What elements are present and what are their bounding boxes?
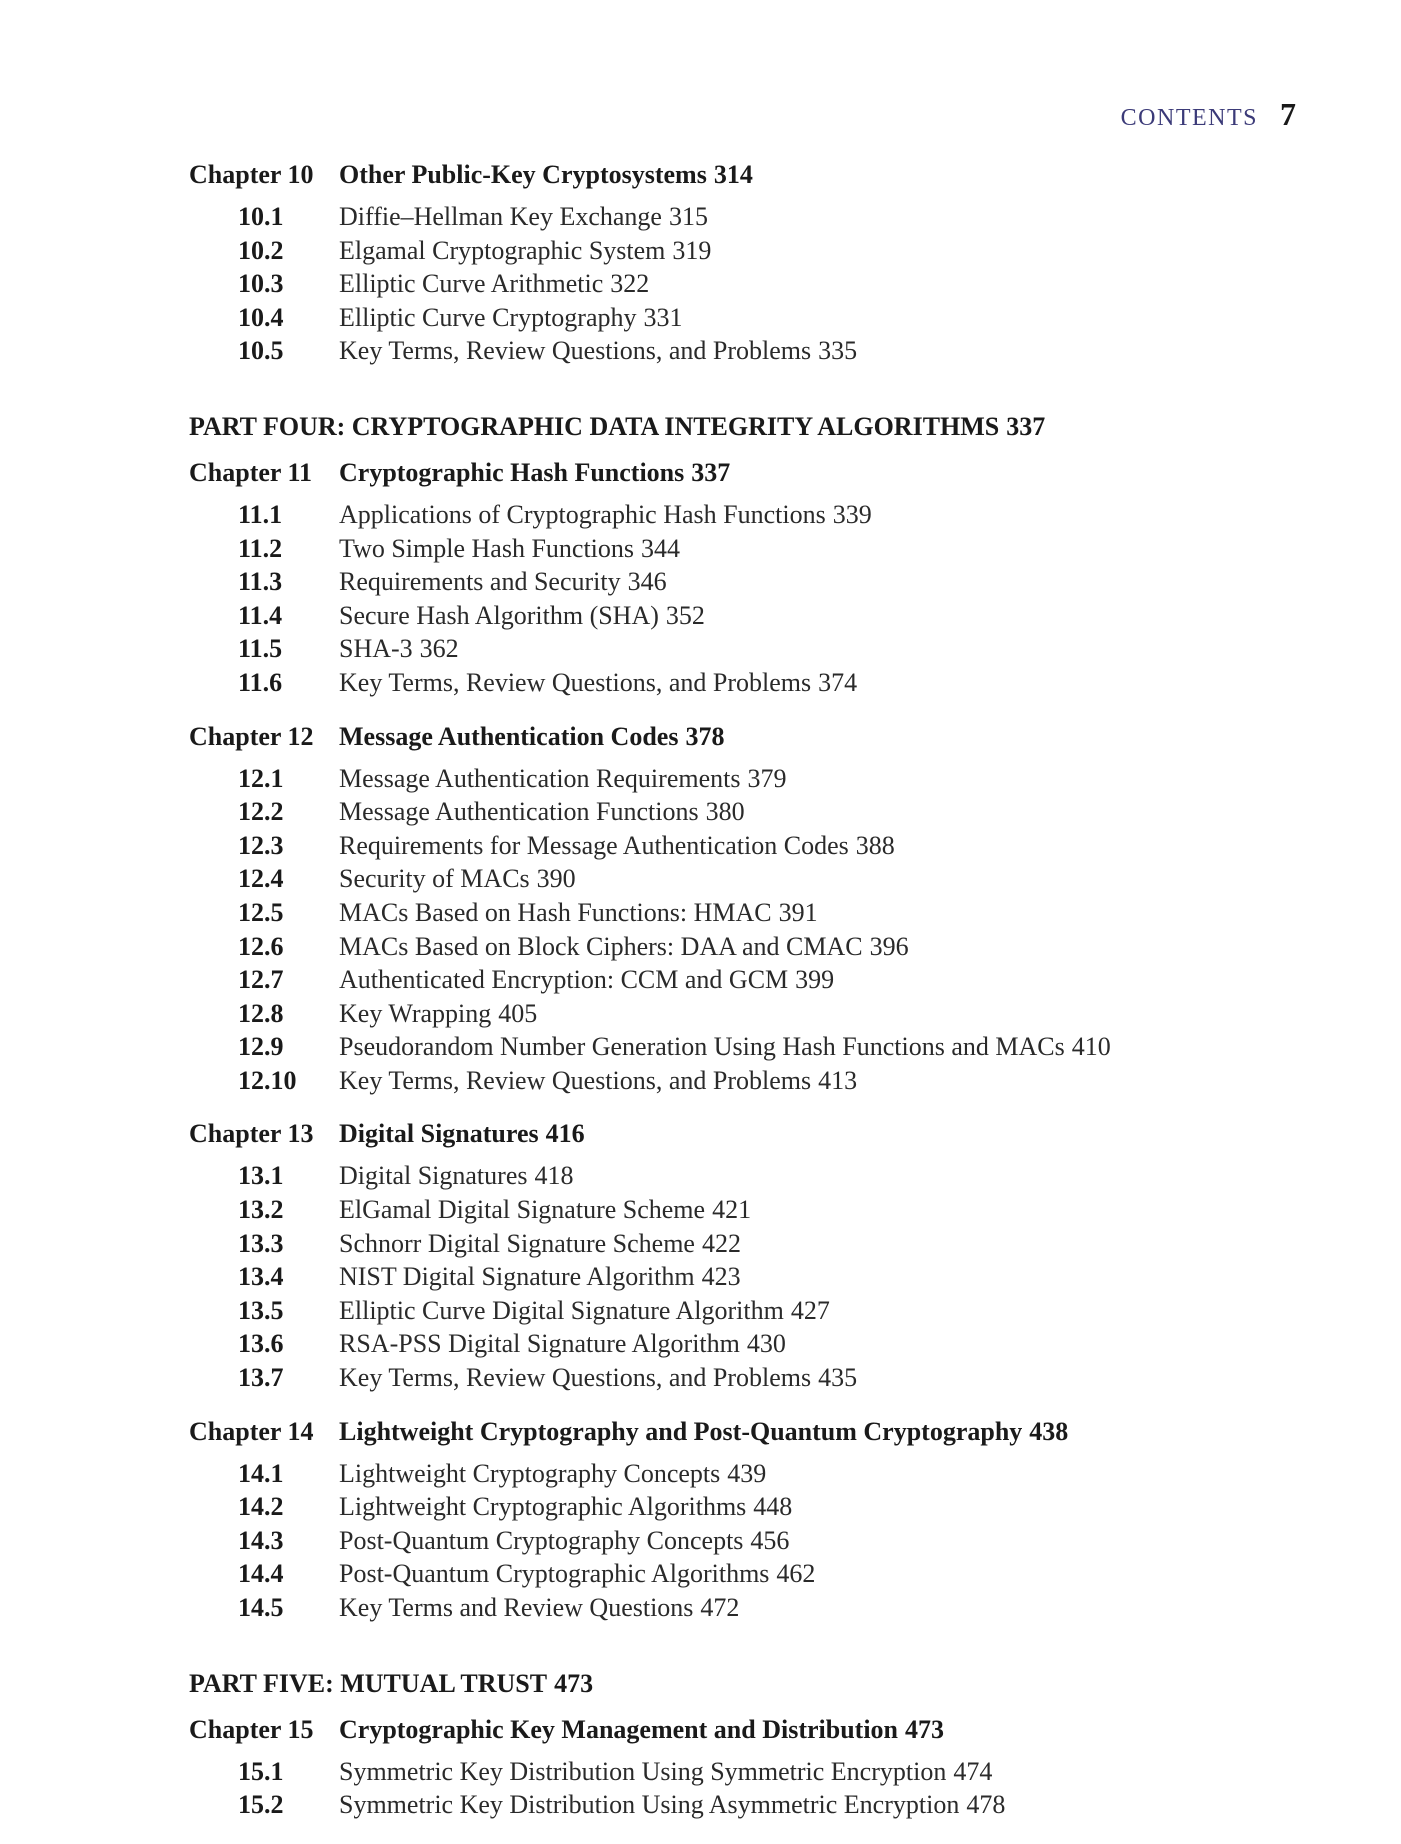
section-title-text: Key Wrapping	[339, 998, 492, 1028]
chapter-label: Chapter 14	[189, 1416, 314, 1446]
section-list	[189, 764, 1309, 1100]
section-title-text: Secure Hash Algorithm (SHA)	[339, 600, 659, 630]
section-title	[339, 534, 680, 564]
section-title	[339, 567, 667, 597]
section-page: 421	[712, 1195, 752, 1225]
chapter-label: Chapter 12	[189, 721, 314, 751]
section-title-text: Key Terms, Review Questions, and Problems	[339, 1363, 812, 1393]
section-title-text: Requirements for Message Authentication Codes	[339, 830, 849, 860]
section-page: 410	[1071, 1032, 1111, 1062]
chapter-label: Chapter 13	[189, 1119, 314, 1149]
section-number: 12.6	[238, 931, 284, 961]
section-number: 14.2	[238, 1492, 284, 1522]
section-entry[interactable]	[189, 1492, 1309, 1526]
section-page: 456	[750, 1525, 790, 1555]
section-entry[interactable]	[189, 1757, 1309, 1791]
section-title	[339, 764, 786, 794]
section-entry[interactable]	[189, 831, 1309, 865]
section-title	[339, 932, 909, 962]
section-title	[339, 1296, 830, 1326]
section-title-text: Digital Signatures	[339, 1161, 528, 1191]
section-page: 322	[610, 269, 650, 299]
section-page: 379	[747, 763, 787, 793]
section-entry[interactable]	[189, 764, 1309, 798]
section-number: 11.2	[238, 533, 283, 563]
chapter	[189, 160, 1309, 370]
chapter-heading[interactable]	[189, 1417, 1309, 1447]
section-page: 344	[641, 533, 681, 563]
section-title	[339, 202, 708, 232]
running-title: CONTENTS	[1120, 105, 1258, 131]
section-number: 12.5	[238, 897, 284, 927]
section-number: 12.10	[238, 1065, 297, 1095]
section-title	[339, 269, 649, 299]
section-number: 12.2	[238, 797, 284, 827]
section-entry[interactable]	[189, 864, 1309, 898]
section-entry[interactable]	[189, 534, 1309, 568]
section-entry[interactable]	[189, 797, 1309, 831]
section-title	[339, 336, 857, 366]
chapter	[189, 1417, 1309, 1627]
part-page: 473	[554, 1668, 594, 1698]
section-list	[189, 500, 1309, 702]
chapter	[189, 458, 1309, 702]
section-title	[339, 500, 872, 530]
section-title-text: MACs Based on Block Ciphers: DAA and CMAC	[339, 931, 863, 961]
section-title-text: Applications of Cryptographic Hash Functions	[339, 499, 826, 529]
section-number: 14.5	[238, 1593, 284, 1622]
section-entry[interactable]	[189, 1066, 1309, 1100]
chapter-page: 473	[905, 1714, 944, 1744]
section-page: 380	[705, 797, 745, 827]
section-number: 13.1	[238, 1161, 284, 1191]
section-number: 13.6	[238, 1329, 284, 1359]
chapter-page: 378	[685, 721, 725, 751]
section-number: 13.4	[238, 1262, 284, 1292]
chapter	[189, 1119, 1309, 1396]
part-title: PART FOUR: CRYPTOGRAPHIC DATA INTEGRITY ALGORITHMS	[189, 411, 1000, 441]
section-entry[interactable]	[189, 668, 1309, 702]
section-entry[interactable]	[189, 500, 1309, 534]
part-page: 337	[1006, 411, 1046, 441]
chapter-heading[interactable]	[189, 160, 1309, 190]
section-title-text: ElGamal Digital Signature Scheme	[339, 1195, 706, 1225]
section-title	[339, 1559, 815, 1589]
section-title-text: Security of MACs	[339, 864, 530, 894]
section-entry[interactable]	[189, 1262, 1309, 1296]
section-number: 13.7	[238, 1363, 284, 1393]
section-page: 448	[753, 1492, 793, 1522]
section-entry[interactable]	[189, 1329, 1309, 1363]
chapter-title: Digital Signatures	[339, 1119, 539, 1149]
section-number: 12.7	[238, 965, 284, 995]
section-title-text: Authenticated Encryption: CCM and GCM	[339, 965, 789, 995]
section-title	[339, 303, 683, 333]
section-title-text: Elgamal Cryptographic System	[339, 235, 666, 265]
section-list	[189, 1757, 1309, 1824]
section-number: 11.1	[238, 499, 283, 529]
section-page: 374	[818, 667, 858, 697]
section-title	[339, 864, 576, 894]
section-number: 11.6	[238, 667, 283, 697]
section-number: 12.1	[238, 763, 284, 793]
chapter-label: Chapter 10	[189, 160, 314, 189]
part-heading[interactable]	[189, 1669, 1309, 1699]
section-number: 13.2	[238, 1195, 284, 1225]
section-page: 422	[701, 1228, 741, 1258]
section-entry[interactable]	[189, 965, 1309, 999]
section-entry[interactable]	[189, 336, 1309, 370]
chapter-heading[interactable]	[189, 458, 1309, 488]
section-title-text: Message Authentication Functions	[339, 797, 699, 827]
chapter-title: Message Authentication Codes	[339, 721, 679, 751]
section-page: 474	[953, 1756, 993, 1786]
section-page: 430	[746, 1329, 786, 1359]
section-entry[interactable]	[189, 1559, 1309, 1593]
section-title-text: Lightweight Cryptographic Algorithms	[339, 1492, 747, 1522]
section-entry[interactable]	[189, 1459, 1309, 1493]
section-page: 472	[700, 1593, 740, 1622]
section-number: 11.3	[238, 567, 283, 597]
section-title-text: Elliptic Curve Cryptography	[339, 302, 637, 332]
section-number: 10.2	[238, 235, 284, 265]
section-number: 12.3	[238, 830, 284, 860]
section-title-text: Symmetric Key Distribution Using Asymmetric Encryption	[339, 1790, 960, 1820]
section-title-text: Post-Quantum Cryptographic Algorithms	[339, 1559, 770, 1589]
section-entry[interactable]	[189, 269, 1309, 303]
chapter-page: 337	[691, 457, 731, 487]
section-title	[339, 1790, 1005, 1820]
section-page: 352	[665, 600, 705, 630]
section-title	[339, 999, 537, 1029]
section-page: 346	[627, 567, 667, 597]
section-title	[339, 1526, 789, 1556]
section-title	[339, 1066, 857, 1096]
section-entry[interactable]	[189, 202, 1309, 236]
section-number: 14.1	[238, 1458, 284, 1488]
section-page: 339	[832, 499, 872, 529]
section-page: 413	[818, 1065, 858, 1095]
section-number: 11.5	[238, 634, 283, 664]
section-entry[interactable]	[189, 932, 1309, 966]
section-page: 319	[672, 235, 712, 265]
section-title-text: Key Terms, Review Questions, and Problems	[339, 1065, 812, 1095]
section-list	[189, 1459, 1309, 1627]
section-title	[339, 1032, 1111, 1062]
section-number: 14.3	[238, 1525, 284, 1555]
chapter	[189, 722, 1309, 1100]
section-page: 427	[790, 1295, 830, 1325]
section-title-text: Key Terms and Review Questions	[339, 1593, 694, 1622]
part-title: PART FIVE: MUTUAL TRUST	[189, 1668, 548, 1698]
section-title	[339, 1329, 786, 1359]
section-entry[interactable]	[189, 303, 1309, 337]
chapter-title: Cryptographic Key Management and Distribution	[339, 1714, 898, 1744]
section-title	[339, 634, 459, 664]
section-entry[interactable]	[189, 1790, 1309, 1824]
section-page: 396	[869, 931, 909, 961]
section-title-text: Requirements and Security	[339, 567, 621, 597]
section-entry[interactable]	[189, 1032, 1309, 1066]
chapter-page: 416	[545, 1119, 585, 1149]
section-list	[189, 1161, 1309, 1396]
section-page: 423	[701, 1262, 741, 1292]
chapter-page: 438	[1029, 1416, 1069, 1446]
chapter-heading[interactable]	[189, 1715, 1309, 1745]
section-title	[339, 601, 705, 631]
section-title	[339, 831, 895, 861]
section-entry[interactable]	[189, 1363, 1309, 1397]
section-title	[339, 1492, 792, 1522]
section-entry[interactable]	[189, 567, 1309, 601]
section-title	[339, 1262, 741, 1292]
chapter-title: Lightweight Cryptography and Post-Quantum Cryptography	[339, 1416, 1023, 1446]
section-number: 10.4	[238, 302, 284, 332]
section-list	[189, 202, 1309, 370]
chapter	[189, 1715, 1309, 1824]
section-title-text: Elliptic Curve Arithmetic	[339, 269, 604, 299]
section-title-text: Symmetric Key Distribution Using Symmetric Encryption	[339, 1756, 947, 1786]
section-title-text: Elliptic Curve Digital Signature Algorithm	[339, 1295, 784, 1325]
section-title	[339, 668, 857, 698]
section-page: 362	[419, 634, 459, 664]
section-title-text: Key Terms, Review Questions, and Problems	[339, 667, 812, 697]
section-page: 399	[795, 965, 835, 995]
section-title-text: RSA-PSS Digital Signature Algorithm	[339, 1329, 740, 1359]
section-entry[interactable]	[189, 1296, 1309, 1330]
section-entry[interactable]	[189, 1229, 1309, 1263]
section-title	[339, 1161, 573, 1191]
section-entry[interactable]	[189, 634, 1309, 668]
section-title-text: MACs Based on Hash Functions: HMAC	[339, 897, 772, 927]
chapter-title: Other Public-Key Cryptosystems	[339, 160, 707, 189]
section-page: 390	[536, 864, 576, 894]
chapter-page: 314	[713, 160, 753, 189]
chapter-label: Chapter 11	[189, 457, 313, 487]
section-entry[interactable]	[189, 1161, 1309, 1195]
section-title-text: Message Authentication Requirements	[339, 763, 741, 793]
section-entry[interactable]	[189, 236, 1309, 270]
section-number: 12.8	[238, 998, 284, 1028]
section-entry[interactable]	[189, 999, 1309, 1033]
section-title-text: Key Terms, Review Questions, and Problems	[339, 336, 812, 366]
section-entry[interactable]	[189, 601, 1309, 635]
section-title	[339, 1229, 741, 1259]
section-page: 335	[818, 336, 858, 366]
section-title-text: Diffie–Hellman Key Exchange	[339, 202, 662, 231]
section-page: 331	[643, 302, 683, 332]
section-number: 11.4	[238, 600, 283, 630]
section-number: 10.5	[238, 336, 284, 366]
section-title-text: SHA-3	[339, 634, 413, 664]
section-title	[339, 1459, 766, 1489]
section-title-text: Post-Quantum Cryptography Concepts	[339, 1525, 744, 1555]
section-page: 439	[727, 1458, 767, 1488]
section-title	[339, 965, 834, 995]
section-page: 418	[534, 1161, 574, 1191]
section-title	[339, 898, 818, 928]
section-entry[interactable]	[189, 1526, 1309, 1560]
page-number: 7	[1280, 96, 1296, 132]
section-title-text: Two Simple Hash Functions	[339, 533, 635, 563]
section-title-text: NIST Digital Signature Algorithm	[339, 1262, 695, 1292]
section-title	[339, 1363, 857, 1393]
section-number: 13.5	[238, 1295, 284, 1325]
chapter-heading[interactable]	[189, 722, 1309, 752]
section-page: 391	[778, 897, 818, 927]
section-number: 12.4	[238, 864, 284, 894]
running-head	[1121, 96, 1296, 133]
section-page: 315	[668, 202, 708, 231]
section-title-text: Lightweight Cryptography Concepts	[339, 1458, 721, 1488]
section-page: 478	[966, 1790, 1006, 1820]
section-page: 405	[498, 998, 538, 1028]
section-title	[339, 236, 711, 266]
section-number: 15.2	[238, 1790, 284, 1820]
section-page: 462	[776, 1559, 816, 1589]
section-number: 13.3	[238, 1228, 284, 1258]
section-page: 435	[818, 1363, 858, 1393]
chapter-label: Chapter 15	[189, 1714, 314, 1744]
section-title	[339, 1593, 739, 1623]
section-number: 15.1	[238, 1756, 284, 1786]
section-title	[339, 1757, 992, 1787]
chapter-title: Cryptographic Hash Functions	[339, 457, 685, 487]
section-entry[interactable]	[189, 1195, 1309, 1229]
section-entry[interactable]	[189, 1593, 1309, 1627]
section-number: 12.9	[238, 1032, 284, 1062]
section-number: 10.1	[238, 202, 284, 231]
section-number: 10.3	[238, 269, 284, 299]
chapter-heading[interactable]	[189, 1119, 1309, 1149]
table-of-contents	[189, 160, 1309, 1844]
part-heading[interactable]	[189, 412, 1309, 442]
section-title	[339, 1195, 751, 1225]
section-entry[interactable]	[189, 898, 1309, 932]
section-page: 388	[855, 830, 895, 860]
section-title-text: Pseudorandom Number Generation Using Hash Functions and MACs	[339, 1032, 1065, 1062]
section-number: 14.4	[238, 1559, 284, 1589]
section-title-text: Schnorr Digital Signature Scheme	[339, 1228, 695, 1258]
section-title	[339, 797, 745, 827]
